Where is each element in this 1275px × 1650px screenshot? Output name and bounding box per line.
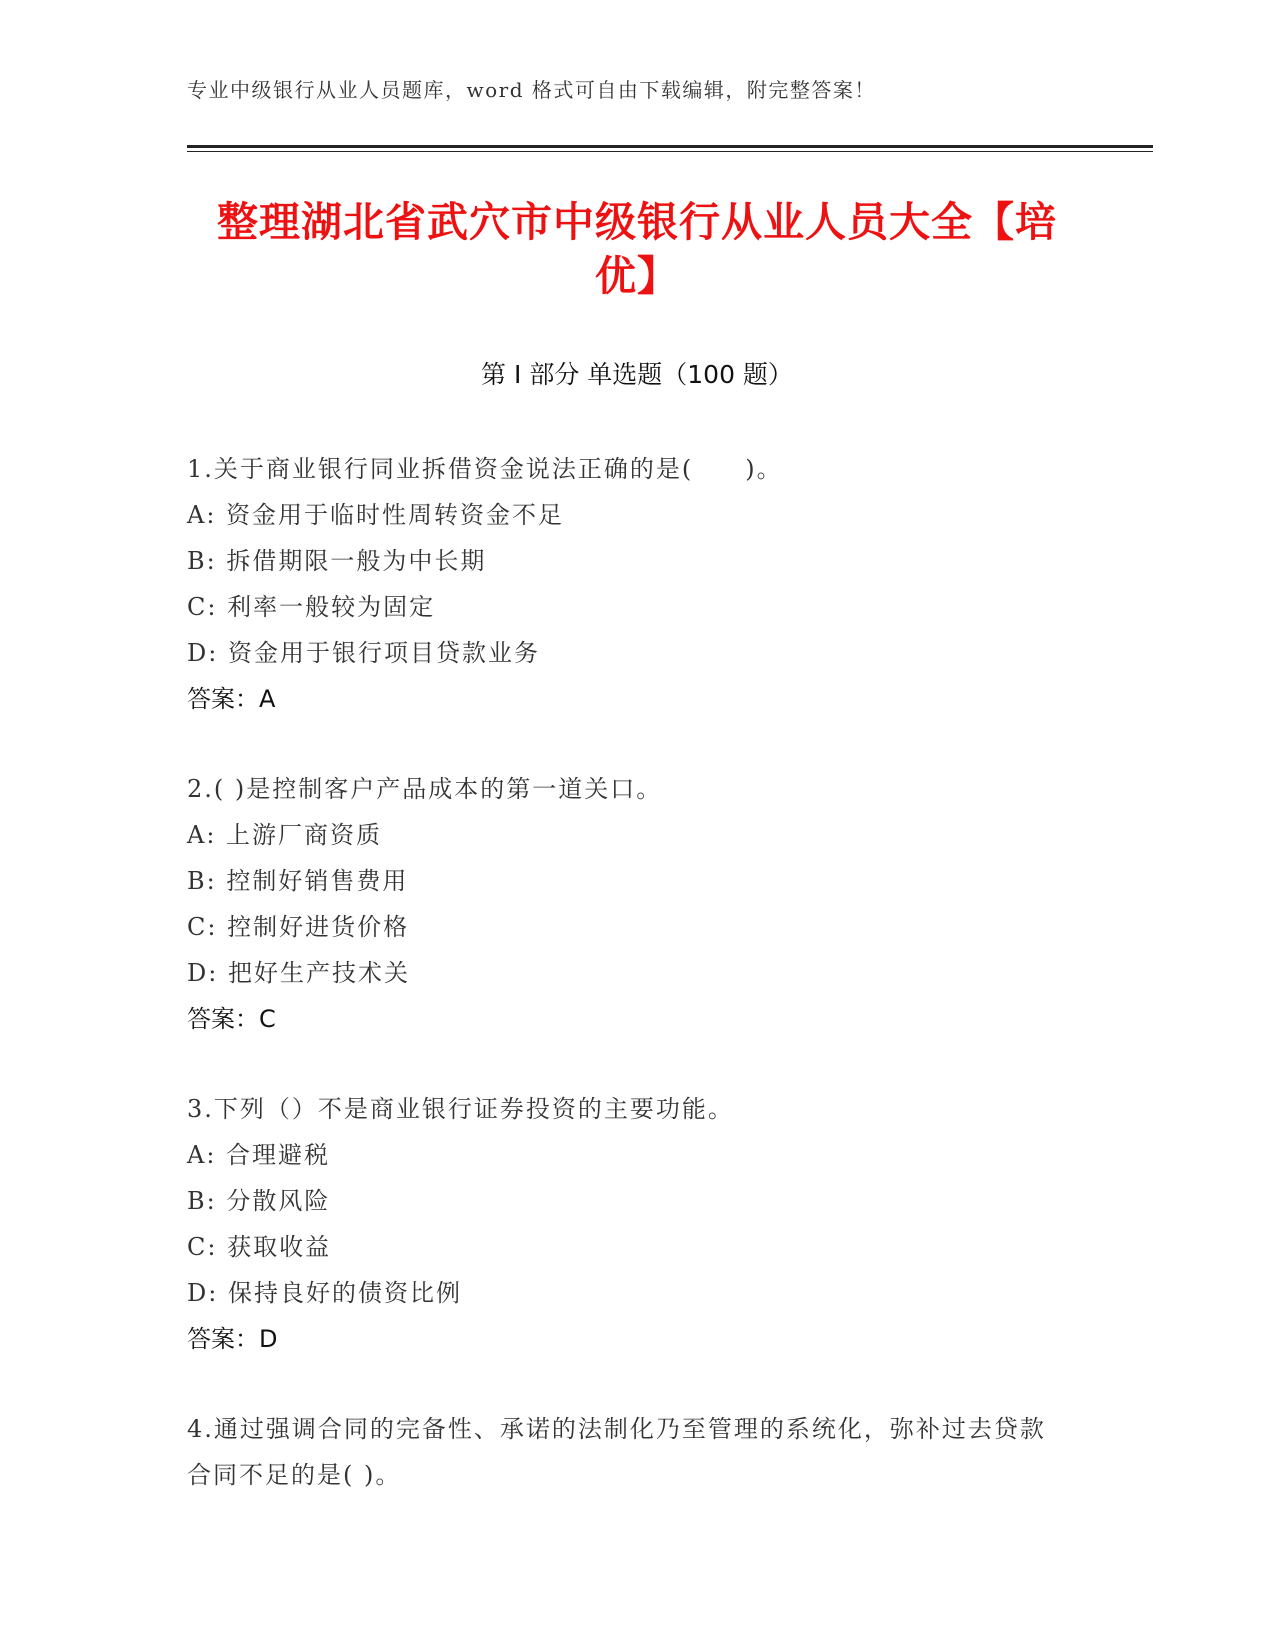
option-a: A: 上游厂商资质: [187, 821, 383, 849]
answer-line: [187, 996, 1087, 1042]
header-rule-thin: [187, 151, 1153, 152]
question-text: 2.( )是控制客户产品成本的第一道关口。: [187, 775, 663, 803]
option-c: C: 获取收益: [187, 1233, 332, 1261]
answer-value: C: [259, 1005, 276, 1033]
document-title: 整理湖北省武穴市中级银行从业人员大全【培优】: [217, 198, 1057, 300]
question-list: [187, 446, 1087, 1542]
header-rule-thick: [187, 145, 1153, 148]
answer-label: 答案：: [187, 1005, 259, 1033]
question-2: [187, 766, 1087, 1042]
answer-line: [187, 1316, 1087, 1362]
question-text: 1.关于商业银行同业拆借资金说法正确的是( )。: [187, 455, 783, 483]
option-b: B: 控制好销售费用: [187, 867, 409, 895]
option-c: C: 利率一般较为固定: [187, 593, 436, 621]
section-title: 第 I 部分 单选题（100 题）: [481, 360, 793, 389]
question-3: [187, 1086, 1087, 1362]
answer-value: A: [259, 685, 276, 713]
option-d: D: 把好生产技术关: [187, 959, 410, 987]
answer-label: 答案：: [187, 685, 259, 713]
answer-label: 答案：: [187, 1325, 259, 1353]
question-1: [187, 446, 1087, 722]
question-text: 3.下列（）不是商业银行证券投资的主要功能。: [187, 1095, 734, 1123]
question-text: 4.通过强调合同的完备性、承诺的法制化乃至管理的系统化，弥补过去贷款合同不足的是( )。: [187, 1415, 1046, 1489]
option-b: B: 分散风险: [187, 1187, 331, 1215]
option-d: D: 资金用于银行项目贷款业务: [187, 639, 540, 667]
option-c: C: 控制好进货价格: [187, 913, 410, 941]
answer-value: D: [259, 1325, 278, 1353]
answer-line: [187, 676, 1087, 722]
option-d: D: 保持良好的债资比例: [187, 1279, 462, 1307]
header-note: 专业中级银行从业人员题库，word 格式可自由下载编辑，附完整答案！: [187, 78, 876, 102]
option-a: A: 资金用于临时性周转资金不足: [187, 501, 565, 529]
option-b: B: 拆借期限一般为中长期: [187, 547, 487, 575]
question-4: [187, 1406, 1087, 1498]
option-a: A: 合理避税: [187, 1141, 331, 1169]
